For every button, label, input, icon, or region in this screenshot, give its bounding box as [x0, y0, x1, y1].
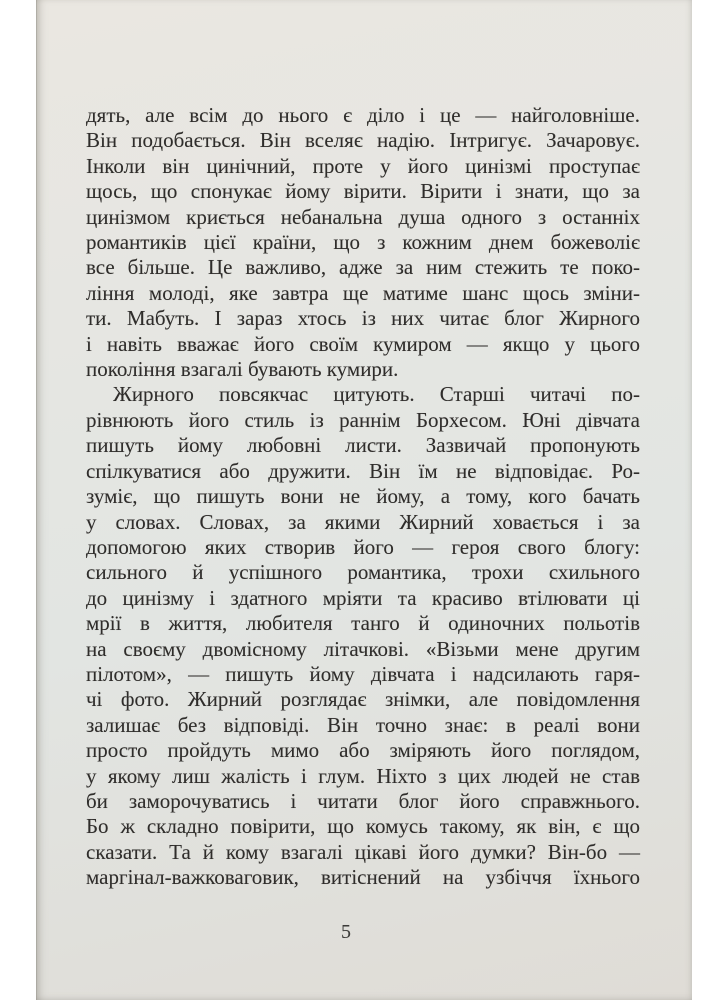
text-line: і навіть вважає його своїм кумиром — якщо у цього [86, 331, 640, 356]
text-line: рівнюють його стиль із раннім Борхесом. Юні дівчата [86, 407, 640, 432]
text-line: все більше. Це важливо, адже за ним стежить те поко- [86, 255, 640, 280]
text-line: ти. Мабуть. І зараз хтось із них читає блог Жирного [86, 306, 640, 331]
text-line: цинізмом криється небанальна душа одного з останніх [86, 204, 640, 229]
text-line: чі фото. Жирний розглядає знімки, але повідомлення [86, 687, 640, 712]
page-number: 5 [341, 921, 351, 943]
text-line: до цинізму і здатного мріяти та красиво втілювати ці [86, 585, 640, 610]
text-line: сказати. Та й кому взагалі цікаві його думки? Він-бо — [86, 839, 640, 864]
text-line: у якому лиш жалість і глум. Ніхто з цих людей не став [86, 763, 640, 788]
page-text [86, 103, 640, 891]
text-line: пілотом», — пишуть йому дівчата і надсилають гаря- [86, 661, 640, 686]
text-line: покоління взагалі бувають кумири. [86, 357, 399, 382]
text-line: би заморочуватись і читати блог його справжнього. [86, 788, 640, 813]
text-line: у словах. Словах, за якими Жирний ховається і за [86, 509, 640, 534]
text-line: спілкуватися або дружити. Він їм не відповідає. Ро- [86, 458, 640, 483]
text-line: щось, що спонукає йому вірити. Вірити і знати, що за [86, 179, 640, 204]
text-line: зуміє, що пишуть вони не йому, а тому, кого бачать [86, 484, 640, 509]
book-page [36, 0, 692, 1000]
text-line: мрії в життя, любителя танго й одиночних польотів [86, 611, 640, 636]
text-line: романтиків цієї країни, що з кожним днем божеволіє [86, 230, 640, 255]
text-line: пишуть йому любовні листи. Зазвичай пропонують [86, 433, 640, 458]
text-line: на своєму двомісному літачкові. «Візьми мене другим [86, 636, 640, 661]
text-line: Жирного повсякчас цитують. Старші читачі по- [113, 382, 640, 407]
text-line: Інколи він цинічний, проте у його цинізмі проступає [86, 153, 640, 178]
text-line: Він подобається. Він вселяє надію. Інтригує. Зачаровує. [86, 128, 640, 153]
text-line: маргінал-важковаговик, витіснений на узбіччя їхнього [86, 865, 640, 890]
text-line: залишає без відповіді. Він точно знає: в реалі вони [86, 712, 640, 737]
text-line: ління молоді, яке завтра ще матиме шанс щось зміни- [86, 280, 640, 305]
text-line: Бо ж складно повірити, що комусь такому, як він, є що [86, 814, 640, 839]
text-line: дять, але всім до нього є діло і це — найголовніше. [86, 103, 640, 127]
text-line: сильного й успішного романтика, трохи схильного [86, 560, 640, 585]
text-line: допомогою яких створив його — героя свого блогу: [86, 534, 640, 559]
text-line: просто пройдуть мимо або зміряють його поглядом, [86, 738, 640, 763]
